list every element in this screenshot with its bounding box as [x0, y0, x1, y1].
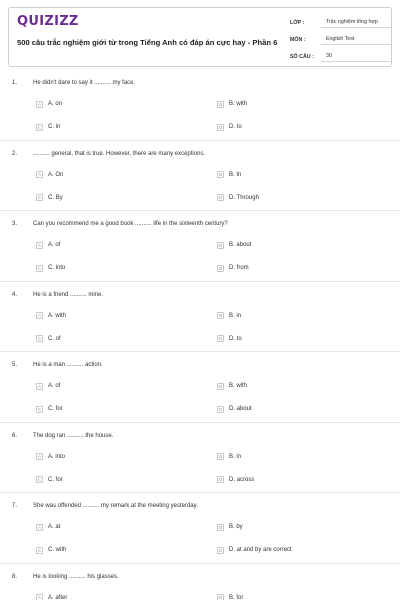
option-text: B. in — [229, 312, 242, 319]
answer-option-d[interactable] — [217, 122, 242, 132]
option-letter-box[interactable]: C — [37, 406, 42, 412]
option-text: A. at — [48, 524, 61, 530]
option-text: C. By — [48, 194, 63, 201]
question-item — [0, 493, 400, 564]
option-text: B. in — [229, 453, 242, 460]
meta-value: 30 — [321, 53, 392, 62]
option-text: B. about — [229, 242, 252, 248]
answer-option-d[interactable] — [217, 334, 242, 344]
option-letter-box[interactable]: B — [218, 172, 223, 177]
option-text: C. into — [48, 265, 66, 271]
answer-option-c[interactable] — [36, 122, 60, 132]
option-letter-box[interactable]: C — [37, 547, 42, 553]
answer-option-a[interactable] — [36, 522, 60, 532]
option-text: A. of — [48, 383, 61, 389]
option-text: B. with — [229, 383, 248, 389]
answer-option-d[interactable] — [217, 263, 249, 273]
option-text: D. Through — [229, 194, 259, 201]
question-item — [0, 282, 400, 353]
meta-row-subject — [290, 32, 392, 45]
meta-row-question-count — [290, 49, 392, 62]
option-letter-box[interactable]: A — [37, 313, 42, 318]
answer-option-c[interactable] — [36, 404, 63, 414]
option-text: D. from — [229, 265, 249, 271]
option-letter-box[interactable]: A — [37, 595, 42, 600]
answer-option-a[interactable] — [36, 311, 66, 321]
question-number: 7. — [12, 503, 18, 509]
answer-option-a[interactable] — [36, 452, 65, 462]
option-letter-box[interactable]: A — [37, 172, 42, 177]
answer-option-b[interactable] — [217, 522, 243, 532]
question-number: 6. — [12, 432, 18, 439]
option-letter-box[interactable]: D — [218, 265, 223, 271]
option-text: A. On — [48, 171, 64, 178]
answer-option-c[interactable] — [36, 334, 61, 344]
option-text: B. for — [229, 594, 244, 600]
option-letter-box[interactable]: A — [37, 383, 42, 389]
answer-option-d[interactable] — [217, 404, 252, 414]
answer-option-c[interactable] — [36, 193, 63, 203]
question-number: 8. — [12, 573, 18, 580]
quizizz-logo: QUIZIZZ — [17, 14, 79, 29]
option-letter-box[interactable]: C — [37, 195, 42, 200]
option-letter-box[interactable]: B — [218, 454, 223, 459]
question-text: Can you recommend me a good book .......... life in the sixteenth century? — [33, 221, 228, 227]
question-item — [0, 352, 400, 423]
answer-option-c[interactable] — [36, 545, 66, 555]
question-item — [0, 423, 400, 494]
option-letter-box[interactable]: B — [218, 383, 223, 389]
question-item — [0, 141, 400, 212]
option-letter-box[interactable]: D — [218, 195, 223, 200]
option-letter-box[interactable]: D — [218, 336, 223, 341]
option-letter-box[interactable]: B — [218, 101, 223, 107]
option-text: D. at and by are correct — [229, 547, 292, 553]
option-letter-box[interactable]: D — [218, 477, 223, 482]
answer-option-b[interactable] — [217, 99, 247, 109]
meta-value: Trắc nghiệm tổng hợp — [321, 19, 392, 28]
option-letter-box[interactable]: A — [37, 454, 42, 459]
answer-option-b[interactable] — [217, 311, 241, 321]
option-text: A. after — [48, 594, 68, 600]
question-text: He didn't dare to say it .......... my face. — [33, 80, 136, 86]
option-text: A. on — [48, 101, 63, 107]
option-text: A. with — [48, 312, 67, 319]
worksheet-title: 500 câu trắc nghiệm giới từ trong Tiếng Anh có đáp án cực hay - Phần 6 — [17, 38, 278, 47]
option-letter-box[interactable]: A — [37, 524, 42, 530]
option-text: B. with — [229, 101, 248, 107]
meta-label: LỚP : — [290, 20, 305, 26]
option-text: D. to — [229, 335, 242, 342]
question-number: 4. — [12, 291, 18, 298]
question-item — [0, 211, 400, 282]
question-text: He is a man .......... action. — [33, 362, 103, 368]
question-text: He is a friend .......... mine. — [33, 291, 104, 298]
question-text: The dog ran .......... the house. — [33, 432, 114, 439]
answer-option-c[interactable] — [36, 475, 63, 485]
answer-option-a[interactable] — [36, 381, 60, 391]
option-text: C. for — [48, 406, 63, 412]
option-letter-box[interactable]: B — [218, 313, 223, 318]
option-text: A. of — [48, 242, 61, 248]
meta-row-class — [290, 15, 392, 28]
option-text: D. to — [229, 124, 242, 130]
answer-option-a[interactable] — [36, 99, 62, 109]
answer-option-b[interactable] — [217, 452, 241, 462]
answer-option-d[interactable] — [217, 193, 259, 203]
answer-option-b[interactable] — [217, 381, 247, 391]
meta-label: MÔN : — [290, 37, 306, 43]
answer-option-c[interactable] — [36, 263, 65, 273]
option-letter-box[interactable]: A — [37, 242, 42, 248]
meta-value: English Test — [321, 36, 392, 45]
answer-option-a[interactable] — [36, 240, 60, 250]
option-letter-box[interactable]: D — [218, 406, 223, 412]
question-item — [0, 564, 400, 600]
option-letter-box[interactable]: D — [218, 124, 223, 130]
option-text: A. into — [48, 453, 66, 460]
option-text: D. about — [229, 406, 252, 412]
worksheet-meta — [290, 15, 392, 66]
question-number: 3. — [12, 221, 18, 227]
option-letter-box[interactable]: C — [37, 477, 42, 482]
worksheet-header — [8, 7, 392, 67]
answer-option-b[interactable] — [217, 170, 241, 180]
option-text: C. for — [48, 476, 63, 483]
option-text: C. of — [48, 335, 61, 342]
question-list — [0, 70, 400, 600]
question-text: She was offended .......... my remark at the meeting yesterday. — [33, 503, 198, 509]
option-letter-box[interactable]: B — [218, 242, 223, 248]
question-number: 5. — [12, 362, 18, 368]
option-text: C. with — [48, 547, 67, 553]
option-letter-box[interactable]: B — [218, 524, 223, 530]
answer-option-b[interactable] — [217, 593, 243, 600]
answer-option-a[interactable] — [36, 170, 63, 180]
option-text: C. in — [48, 124, 61, 130]
option-text: D. across — [229, 476, 255, 483]
question-number: 2. — [12, 150, 18, 157]
option-letter-box[interactable]: B — [218, 595, 223, 600]
answer-option-d[interactable] — [217, 545, 292, 555]
answer-option-b[interactable] — [217, 240, 251, 250]
option-letter-box[interactable]: C — [37, 265, 42, 271]
answer-option-d[interactable] — [217, 475, 254, 485]
option-letter-box[interactable]: A — [37, 101, 42, 107]
option-text: B. In — [229, 171, 242, 178]
meta-label: SỐ CÂU : — [290, 54, 314, 60]
option-letter-box[interactable]: C — [37, 124, 42, 130]
answer-option-a[interactable] — [36, 593, 67, 600]
option-letter-box[interactable]: C — [37, 336, 42, 341]
question-number: 1. — [12, 80, 18, 86]
question-text: He is looking .......... his glasses. — [33, 573, 119, 580]
question-item — [0, 70, 400, 141]
question-text: .......... general, that is true. However, there are many exceptions. — [33, 150, 206, 157]
option-letter-box[interactable]: D — [218, 547, 223, 553]
option-text: B. by — [229, 524, 243, 530]
